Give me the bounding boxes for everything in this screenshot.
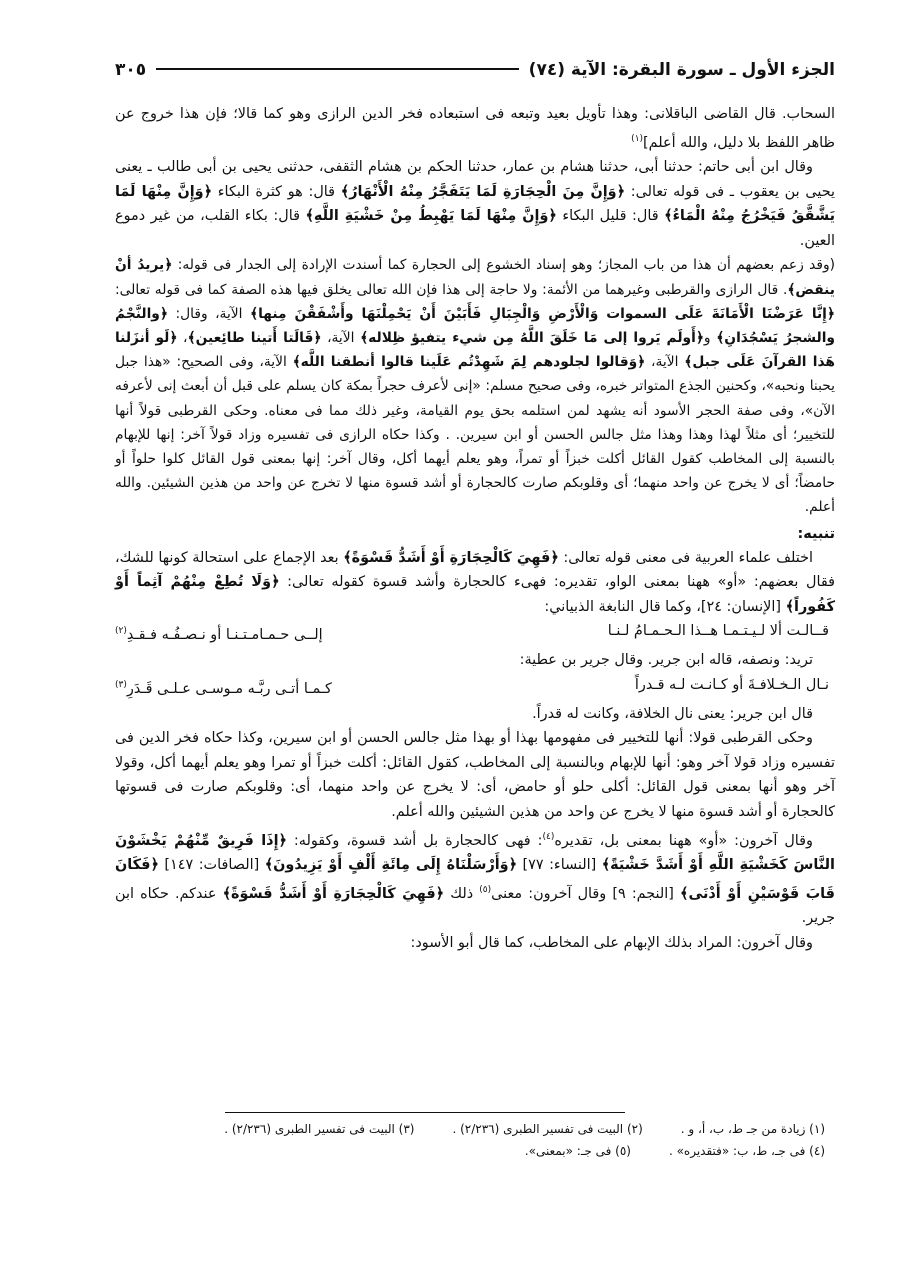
quran-quote: ﴿وَقالوا لجلودهم لِمَ شَهِدْتُم عَلَينا قالوا أنطقنا اللَّه﴾ — [292, 354, 646, 371]
quran-quote: ﴿لَو أنزَلنا هَذا القرآنَ عَلَى جبل﴾ — [115, 329, 836, 371]
quran-quote: ﴿يريدُ أنْ ينقض﴾ — [115, 257, 835, 298]
text: قال: هو كثرة البكاء — [212, 183, 341, 200]
quran-quote: ﴿فَهِيَ كَالْحِجَارَةِ أَوْ أَشَدُّ قَسْوَةً﴾ — [222, 885, 445, 902]
quran-quote: ﴿أَولَم يَروا إلى مَا خَلَقَ اللَّهُ مِن شيء يتفيؤ ظِلاله﴾ — [360, 329, 704, 346]
footnote-divider — [225, 1112, 625, 1113]
paragraph-9: وقال آخرون: المراد بذلك الإبهام على المخاطب، كما قال أبو الأسود: — [410, 934, 813, 951]
text: الآية، وفى الصحيح: «هذا جبل يحبنا ونحبه»، وكحنين الجذع المتواتر خبره، وفى صحيح مسلم: «إنى لأعرف حجراً بمكة كان يسلم على قبل أن أبعث إنى لأعرفه الآن»، وفى صفة الحجر الأسود أنه يشهد لمن استلمه بحق يوم القيامة، وغير ذلك مما فى معناه. وحكى القرطبى قولاً أنها للتخيير؛ أى مثلاً لهذا وهذا وهذا مثل جالس الحسن أو ابن سيرين. . وكذا حكاه الرازى فى تفسيره وزاد قولاً آخر: إنها للإبهام بالنسبة إلى المخاطب كقول القائل أكلت خبزاً أو تمراً، وهو يعلم أيهما أكل، وقال آخر: إنها بمعنى قول القائل كلوا حلواً أو حامضاً؛ أى لا يخرج عن واحد منهما؛ أى وقلوبكم صارت كالحجارة أو أشد قسوة منها لا تخرج عن واحد من هذين الشيئين. والله أعلم. — [115, 354, 835, 516]
poetry-verse-1 — [115, 619, 835, 648]
paragraph-2 — [115, 155, 835, 253]
text: (وقد زعم بعضهم أن هذا من باب المجاز؛ وهو إسناد الخشوع إلى الحجارة كما أسندت الإرادة إلى الجدار فى قوله: — [172, 257, 836, 274]
page-number: ٣٠٥ — [115, 60, 147, 80]
header-title: الجزء الأول ـ سورة البقرة: الآية (٧٤) — [528, 60, 835, 80]
text: و — [703, 329, 717, 346]
footnote: (٣) البيت فى تفسير الطبرى (٢/٢٣٦) . — [224, 1122, 415, 1136]
footnote-ref: (١) — [631, 133, 644, 144]
quran-quote: ﴿قَالَتا أَتينا طائِعين﴾ — [187, 329, 322, 346]
verse-hemistich-2 — [115, 619, 323, 648]
text: عندكم. حكاه ابن جرير. — [115, 885, 835, 926]
footnote: (١) زيادة من جـ ط، ب، أ، و . — [680, 1122, 825, 1136]
text: ، — [177, 329, 188, 346]
footnote-ref: (٤) — [542, 831, 555, 842]
footnote-ref: (٥) — [479, 884, 492, 895]
text: السحاب. قال القاضى الباقلانى: وهذا تأويل بعيد وتبعه فى استبعاده فخر الدين الرازى وهو كما قالا؛ فإن هذا خروج عن ظاهر اللفظ بلا دليل، والله أعلم] — [115, 106, 835, 151]
footnote: (٥) فى جـ: «بمعنى». — [524, 1144, 631, 1158]
verse-hemistich-1: نـال الـخـلافـةَ أو كـانـت لـه قـدراً — [634, 676, 829, 693]
paragraph-7: وحكى القرطبى قولا: أنها للتخيير فى مفهومها بهذا أو بهذا مثل جالس الحسن أو ابن سيرين، وكذا حكاه فخر الدين فى تفسيره وزاد قولا آخر وهو: أنها للإبهام وبالنسبة إلى المخاطب، كقول القائل: أكلت خبزاً أو تمرا وهو يعلم أيهما أكل، وقولا آخر وهو أنها بمعنى قول القائل: أكلى حلو أو حامض، أى: لا يخرج عن واحد منهما، أى: وقلوبكم صارت فى قسوتها كالحجارة أو أشد قسوة منها لا يخرج عن واحد من هذين الشيئين والله أعلم. — [115, 730, 835, 820]
text: وقال ابن أبى حاتم: حدثنا أبى، حدثنا هشام بن عمار، حدثنا الحكم بن هشام الثقفى، حدثنى يحيى بن أبى طالب ـ يعنى يحيى بن يعقوب ـ فى قوله تعالى: — [115, 158, 835, 200]
text: قال: قليل البكاء — [556, 208, 665, 225]
footnote-row — [245, 1140, 825, 1162]
running-header — [115, 60, 835, 80]
page-body — [115, 60, 835, 955]
footnote: (٤) فى جـ، ط، ب: «فتقديره» . — [668, 1144, 825, 1158]
poetry-verse-2 — [115, 673, 835, 702]
paragraph-8 — [115, 825, 835, 931]
text: إلــى حـمـامـتـنـا أو نـصـفُـه فـقـدِ — [126, 627, 323, 644]
footnote-ref: (٣) — [115, 679, 127, 690]
quran-quote: ﴿إِذَا فَرِيقٌ مِّنْهُمْ يَخْشَوْنَ النَّاسَ كَخَشْيَةِ اللَّهِ أَوْ أَشَدَّ خَشْيَةً﴾ — [115, 832, 835, 873]
footnotes — [224, 1118, 825, 1162]
text: اختلف علماء العربية فى معنى قوله تعالى: — [558, 549, 813, 566]
text: : فهى كالحجارة بل أشد قسوة، وكقوله: — [286, 832, 543, 849]
text: الآية، وقال: — [167, 305, 250, 322]
text: [الصافات: ١٤٧] — [158, 856, 265, 873]
quran-quote: ﴿وَلَا تُطِعْ مِنْهُمْ آثِماً أَوْ كَفُوراً﴾ — [115, 574, 835, 615]
footnote: (٢) البيت فى تفسير الطبرى (٢/٢٣٦) . — [452, 1122, 643, 1136]
text: وقال آخرون: «أو» ههنا بمعنى بل، تقديره — [554, 832, 813, 849]
quran-quote: ﴿والنَّجْمُ والشجرُ يَسْجُدَانِ﴾ — [115, 305, 835, 346]
header-rule — [156, 68, 519, 70]
section-heading: تنبيه: — [797, 525, 835, 542]
paragraph-5: تريد: ونصفه، قاله ابن جرير. وقال جرير بن عطية: — [519, 652, 813, 669]
text: ذلك — [444, 885, 480, 902]
text: بعد الإجماع على استحالة كونها للشك، فقال بعضهم: «أو» ههنا بمعنى الواو، تقديره: فهىء كالحجارة وأشد قسوة كقوله تعالى: — [115, 549, 835, 591]
quran-quote: ﴿وَإِنَّ مِنْهَا لَمَا يَهْبِطُ مِنْ خَشْيَةِ اللَّهِ﴾ — [305, 208, 557, 225]
text: الآية، — [321, 329, 361, 346]
text: . قال الرازى والقرطبى وغيرهما من الأئمة: ولا حاجة إلى هذا فإن الله تعالى يخلق فيها هذه الصفة كما فى قوله تعالى: — [115, 281, 788, 298]
paragraph-1 — [115, 102, 835, 155]
text: الآية، — [645, 354, 685, 371]
paragraph-4 — [115, 546, 835, 620]
footnote-row — [224, 1118, 825, 1140]
text: قال: بكاء القلب، من غير دموع العين. — [115, 208, 835, 249]
text: [النجم: ٩] وقال آخرون: معنى — [491, 885, 681, 902]
text: [النساء: ٧٧] — [517, 856, 602, 873]
paragraph-3 — [115, 253, 835, 519]
verse-hemistich-2 — [115, 673, 332, 702]
quran-quote: ﴿وَإِنَّ مِنْهَا لَمَا يَشَّقَّقُ فَيَخْرُجُ مِنْهُ الْمَاءُ﴾ — [115, 183, 835, 225]
footnote-ref: (٢) — [115, 626, 127, 637]
verse-hemistich-1: قــالـت ألا لـيـتـمـا هــذا الـحـمـامُ لـنـا — [607, 623, 829, 640]
quran-quote: ﴿وَإِنَّ مِنَ الْحِجَارَةِ لَمَا يَتَفَجَّرُ مِنْهُ الْأَنْهَارُ﴾ — [340, 183, 626, 200]
text: [الإنسان: ٢٤]، وكما قال النابغة الذبياني: — [544, 598, 786, 615]
quran-quote: ﴿فَكَانَ قَابَ قَوْسَيْنِ أَوْ أَدْنَى﴾ — [115, 856, 835, 902]
paragraph-6: قال ابن جرير: يعنى نال الخلافة، وكانت له قدراً. — [532, 705, 813, 722]
text: كـمـا أتـى ربَّـه مـوسـى عـلـى قَـدَرِ — [126, 680, 332, 697]
quran-quote: ﴿فَهِيَ كَالْحِجَارَةِ أَوْ أَشَدُّ قَسْوَةً﴾ — [343, 549, 559, 566]
quran-quote: ﴿إِنَّا عَرَضْنَا الْأَمَانَةَ عَلَى السموات وَالْأَرْضِ وَالْجِبَالِ فَأَبَيْنَ أَنْ يَحْمِلْنَهَا وأَشْفَقْنَ مِنها﴾ — [250, 305, 835, 322]
quran-quote: ﴿وَأَرْسَلْنَاهُ إِلَى مِائَةِ أَلْفٍ أَوْ يَزِيدُونَ﴾ — [264, 856, 518, 873]
